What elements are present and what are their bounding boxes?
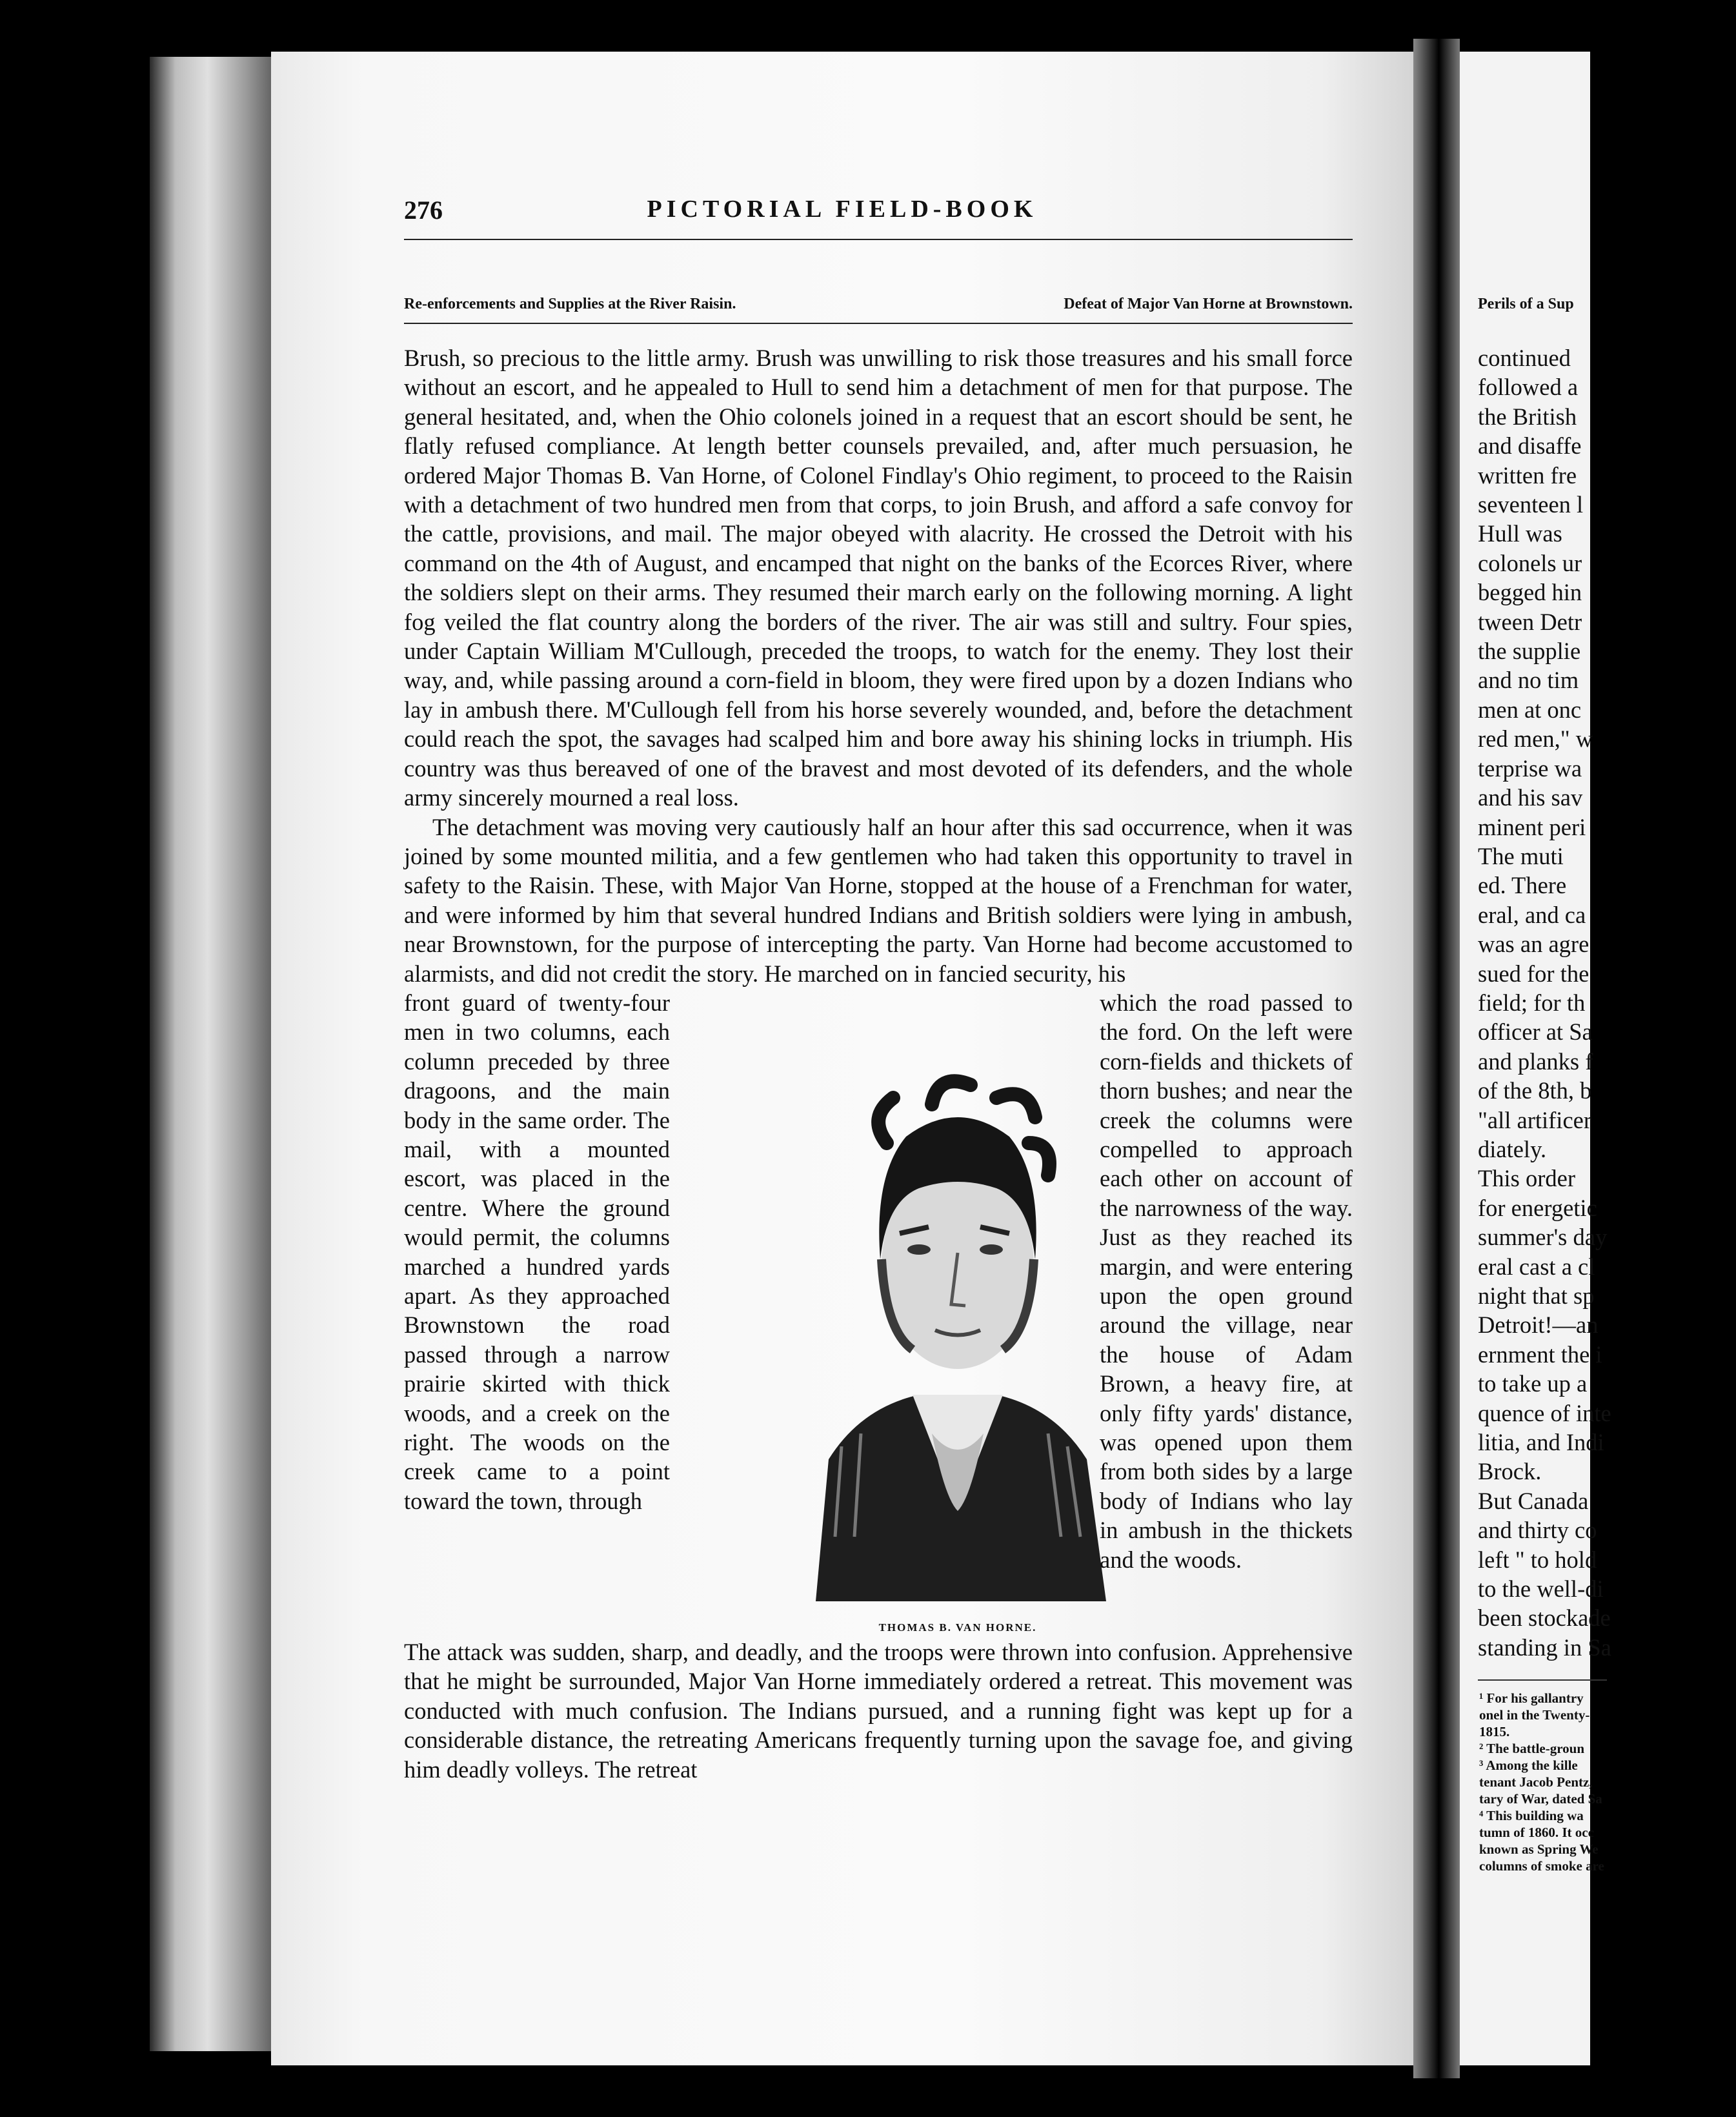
facing-footnote-line: tenant Jacob Pentz, <box>1479 1774 1593 1790</box>
facing-footnotes <box>1479 1690 1604 1874</box>
facing-line: and thirty co <box>1478 1517 1597 1544</box>
facing-line: minent peri <box>1478 813 1586 840</box>
facing-line: the British <box>1478 403 1577 430</box>
facing-line: eral cast a cl <box>1478 1253 1595 1280</box>
facing-footnote-line: ² The battle-groun <box>1479 1741 1585 1756</box>
facing-line: quence of inte <box>1478 1399 1611 1426</box>
paragraph-1: Brush, so precious to the little army. Brush was unwilling to risk those treasures and his small force without an escort, and he appealed to Hull to send him a detachment of men for that purpose. The general hesitated, and, when the Ohio colonels joined in a request that an escort should be sent, he flatly refused compliance. At length better counsels prevailed, and, after much persuasion, he ordered Major Thomas B. Van Horne, of Colonel Findlay's Ohio regiment, to proceed to the Raisin with a detachment of two hundred men from that corps, to join Brush, and afford a safe convoy for the cattle, provisions, and mail. The major obeyed with alacrity. He crossed the Detroit with his command on the 4th of August, and encamped that night on the banks of the Ecorces River, where the soldiers slept on their arms. They resumed their march early on the following morning. A light fog veiled the flat country along the borders of the river. The air was still and sultry. Four spies, under Captain William M'Cullough, preceded the troops, to watch for the enemy. They lost their way, and, while passing around a corn-field in bloom, they were fired upon by a dozen Indians who lay in ambush there. M'Cullough fell from his horse severely wounded, and, before the detachment could reach the spot, the savages had scalped him and bore away his shining locks in triumph. His country was thus bereaved of one of the bravest and most devoted of its defenders, and the whole army sincerely mourned a real loss. <box>404 345 1353 811</box>
facing-line: of the 8th, b <box>1478 1077 1592 1104</box>
facing-line: colonels ur <box>1478 549 1582 576</box>
facing-subhead: Perils of a Sup <box>1478 296 1574 312</box>
facing-line: was an agre <box>1478 931 1590 958</box>
column-left-text: front guard of twenty-four men in two columns, each column preceded by three dragoons, and the main body in the same order. The mail, with a mounted escort, was placed in the centre. Where the ground would permit, the columns marched a hundred yards apart. As they approached Brownstown the road passed through a narrow prairie skirted with thick woods, and a creek on the right. The woods on the creek came to a point toward the town, through <box>404 989 670 1514</box>
left-page <box>271 52 1413 2065</box>
facing-footnote-line: ¹ For his gallantry <box>1479 1690 1584 1706</box>
header-rule <box>404 239 1353 240</box>
portrait-figure <box>803 988 1113 1637</box>
portrait-engraving <box>803 1046 1113 1601</box>
facing-line: been stockade <box>1478 1605 1611 1632</box>
facing-line: standing in Sa <box>1478 1634 1611 1661</box>
facing-line: eral, and ca <box>1478 901 1586 928</box>
facing-line: continued <box>1478 345 1571 371</box>
facing-line: diately. <box>1478 1135 1547 1162</box>
facing-line: red men," w <box>1478 725 1593 753</box>
facing-line: The muti <box>1478 842 1564 869</box>
footnote-rule <box>1478 1679 1607 1681</box>
facing-line: night that sp <box>1478 1282 1595 1309</box>
facing-line: begged hin <box>1478 579 1582 606</box>
facing-line: But Canada <box>1478 1487 1589 1514</box>
facing-line: for energetic <box>1478 1194 1597 1221</box>
facing-footnote-line: tumn of 1860. It occ <box>1479 1825 1594 1840</box>
paragraph-2: The detachment was moving very cautiously half an hour after this sad occurrence, when it was joined by some mounted militia, and a few gentlemen who had taken this opportunity to travel in safety to the Raisin. These, with Major Van Horne, stopped at the house of a Frenchman for water, and were informed by him that several hundred Indians and British soldiers were lying in ambush, near Brownstown, for the purpose of intercepting the party. Van Horne had become accustomed to alarmists, and did not credit the story. He marched on in fancied security, his <box>404 813 1353 987</box>
facing-footnote-line: onel in the Twenty- <box>1479 1707 1590 1723</box>
facing-line: field; for th <box>1478 989 1586 1016</box>
running-title: PICTORIAL FIELD-BOOK <box>647 196 1038 223</box>
facing-line: left " to hold <box>1478 1546 1597 1573</box>
book-page-edges <box>150 57 279 2051</box>
subhead-right: Defeat of Major Van Horne at Brownstown. <box>1064 296 1353 312</box>
facing-line: to take up a <box>1478 1370 1588 1397</box>
facing-footnote-line: columns of smoke are <box>1479 1858 1604 1874</box>
facing-line: ernment the i <box>1478 1341 1602 1368</box>
facing-line: officer at Sa <box>1478 1018 1593 1046</box>
facing-line: seventeen l <box>1478 491 1584 518</box>
facing-line: litia, and Indi <box>1478 1429 1604 1456</box>
facing-line: tween Detr <box>1478 608 1582 635</box>
facing-line: "all artificer <box>1478 1106 1591 1133</box>
facing-footnote-line: 1815. <box>1479 1724 1510 1739</box>
facing-line: followed a <box>1478 374 1579 401</box>
facing-line: men at onc <box>1478 696 1582 723</box>
portrait-caption: THOMAS B. VAN HORNE. <box>878 1621 1037 1634</box>
portrait-section <box>404 988 1353 1637</box>
facing-line: summer's day <box>1478 1224 1608 1251</box>
column-right-text: which the road passed to the ford. On the left were corn-fields and thickets of thorn bushes; and near the creek the columns were compelled to approach each other on account of the narrowness of the way. Just as they reached its margin, and were entering upon the open ground around the village, near the house of Adam Brown, a heavy fire, at only fifty yards' distance, was opened upon them from both sides by a large body of Indians who lay in ambush in the thickets and the woods. <box>1100 989 1353 1573</box>
right-page-partial <box>1460 52 1611 2065</box>
facing-footnote-line: tary of War, dated Sa <box>1479 1791 1602 1807</box>
page-number: 276 <box>404 196 443 225</box>
facing-line: and his sav <box>1478 784 1583 811</box>
facing-line: terprise wa <box>1478 755 1582 782</box>
facing-footnote-line: ⁴ This building wa <box>1479 1808 1584 1823</box>
facing-line: written fre <box>1478 461 1577 489</box>
facing-footnote-line: ³ Among the kille <box>1479 1757 1578 1773</box>
facing-footnote-line: known as Spring We <box>1479 1841 1599 1857</box>
facing-line: Brock. <box>1478 1458 1542 1485</box>
subhead-rule <box>404 323 1353 324</box>
facing-line: and no tim <box>1478 667 1579 694</box>
paragraph-3: The attack was sudden, sharp, and deadly, and the troops were thrown into confusion. Apprehensive that he might be surrounded, Major Van Horne immediately ordered a retreat. This movement was conducted with much confusion. The Indians pursued, and a running fight was kept up for a considerable distance, the retreating Americans frequently turning upon the savage foe, and giving him deadly volleys. The retreat <box>404 1638 1353 1783</box>
facing-line: Hull was <box>1478 520 1562 547</box>
facing-line: and planks f <box>1478 1048 1593 1075</box>
facing-line: to the well-di <box>1478 1575 1604 1603</box>
facing-line: Detroit!—an <box>1478 1312 1599 1339</box>
facing-line: and disaffe <box>1478 432 1582 460</box>
book-gutter <box>1413 39 1460 2078</box>
facing-page-text <box>1478 343 1736 1662</box>
subhead-left: Re-enforcements and Supplies at the River Raisin. <box>404 296 736 312</box>
facing-line: This order <box>1478 1165 1576 1192</box>
facing-line: the supplie <box>1478 638 1581 665</box>
article-body <box>404 343 1353 1784</box>
facing-line: ed. There <box>1478 872 1567 899</box>
facing-line: sued for the <box>1478 960 1590 987</box>
